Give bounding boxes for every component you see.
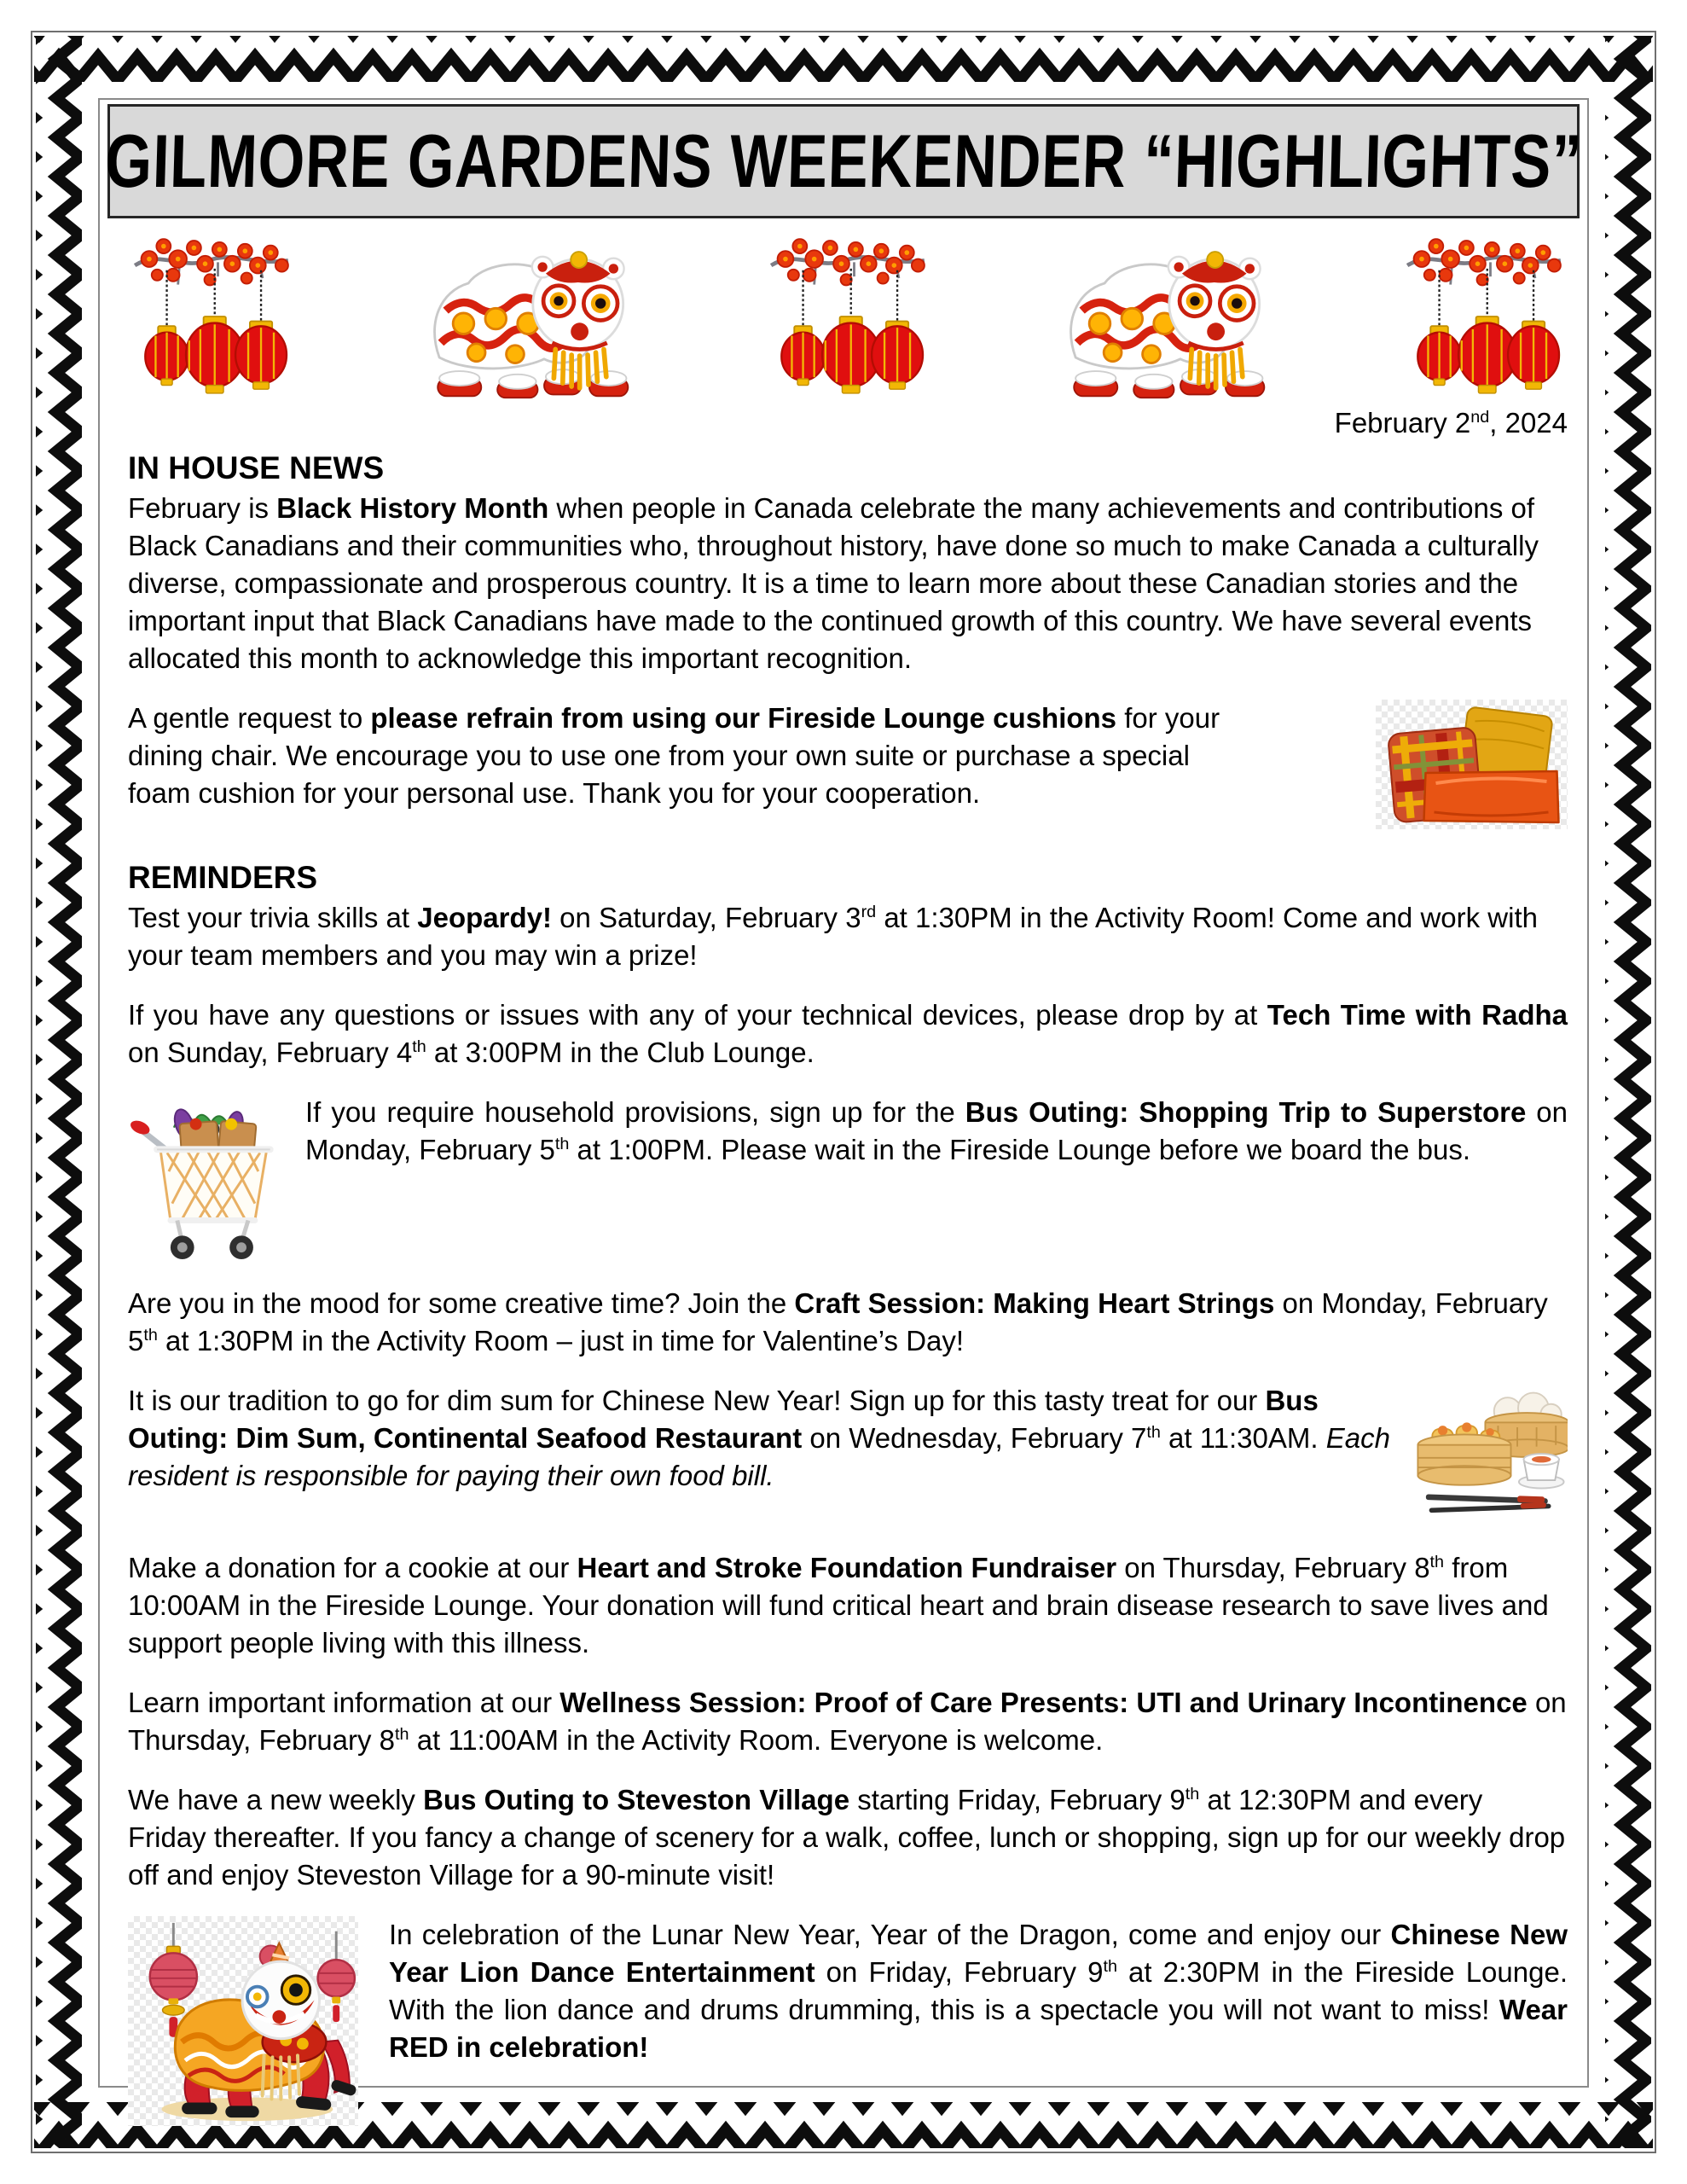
cushions-image [1376,700,1568,829]
paragraph-fireside-cushions [128,700,1568,836]
scene-lion-head [242,1943,320,2038]
steamer-dumplings [1417,1422,1510,1484]
red-lantern-medium [1508,322,1559,390]
red-lantern-small [145,326,188,385]
paragraph-dim-sum [128,1382,1568,1527]
lion-dance-block [128,1916,1568,2126]
lion-dance-scene-image [128,1916,358,2126]
orange-lumbar-pillow [1424,771,1559,822]
newsletter-content [128,224,1568,2148]
section-heading-reminders: REMINDERS [128,860,318,895]
lion-dancer-icon [418,224,641,401]
paragraph-black-history-month: February is Black History Month when people in Canada celebrate the many achievements and contributions of Black Canadians and their communities who, throughout history, have done so much to make Canada a culturally diverse, compassionate and prosperous country. It is a time to learn more about these Canadian stories and the important input that Black Canadians have made to the continued growth of this country. We have several events allocated this month to acknowledge this important recognition. [128,492,1539,674]
shopping-trip-block [128,1094,1568,1263]
lion-beard-fringe [1190,349,1242,387]
red-lantern-medium [872,322,923,390]
cart-wheels [171,1221,253,1260]
paragraph-heart-stroke: Make a donation for a cookie at our Heart and Stroke Foundation Fundraiser on Thursday, February 8th from 10:00AM in the Fireside Lounge. Your donation will fund critical heart and brain disease research to save lives and support people living with this illness. [128,1552,1549,1658]
zigzag-right [1605,36,1651,2148]
red-lantern-small [781,326,825,385]
paragraph-craft-session: Are you in the mood for some creative time? Join the Craft Session: Making Heart Strings on Monday, February 5th at 1:30PM in the Activity Room – just in time for Valentine’s Day! [128,1287,1548,1356]
lion-head [532,252,624,388]
lion-head [1168,252,1261,388]
shopping-cart-icon [128,1094,280,1263]
paragraph-jeopardy: Test your trivia skills at Jeopardy! on Saturday, February 3rd at 1:30PM in the Activity Room! Come and work with your team members and you may win a prize! [128,902,1538,971]
chopsticks [1426,1494,1551,1513]
paragraph-wellness-session: Learn important information at our Wellness Session: Proof of Care Presents: UTI and Urinary Incontinence on Thursday, February 8th at 11:00AM in the Activity Room. Everyone is welcome. [128,1687,1567,1756]
lantern-cluster-icon [764,229,931,404]
paragraph-tech-time: If you have any questions or issues with any of your technical devices, please drop by at Tech Time with Radha on Sunday, February 4th at 3:00PM in the Club Lounge. [128,999,1568,1068]
paragraph-steveston-village: We have a new weekly Bus Outing to Steveston Village starting Friday, February 9th at 12:30PM and every Friday thereafter. If you fancy a change of scenery for a walk, coffee, lunch or shopping, sign up for our weekly drop off and enjoy Steveston Village for a 90-minute visit! [128,1784,1566,1891]
newsletter-title: GILMORE GARDENS WEEKENDER “HIGHLIGHTS” [103,119,1584,203]
section-heading-in-house-news: IN HOUSE NEWS [128,450,385,485]
zigzag-left [36,36,82,2148]
red-lantern-medium [235,322,287,390]
issue-date: February 2nd, 2024 [1334,407,1568,439]
lion-feet [438,369,628,398]
lion-beard-fringe [554,349,606,387]
blossom-branch [135,239,288,285]
lion-feet [1074,369,1264,398]
paragraph-shopping-trip: If you require household provisions, sign up for the Bus Outing: Shopping Trip to Superstore on Monday, February 5th at 1:00PM. Please wait in the Fireside Lounge before we board the bus. [305,1096,1568,1165]
paragraph-dim-sum-text: It is our tradition to go for dim sum for Chinese New Year! Sign up for this tasty treat for our Bus Outing: Dim Sum, Continental Seafood Restaurant on Wednesday, February 7th at 11:30AM. Each resident is responsible for paying their own food bill. [128,1385,1390,1491]
zigzag-top [34,36,1653,82]
teacup [1519,1454,1564,1488]
blossom-branch [1407,239,1561,285]
paragraph-lion-dance: In celebration of the Lunar New Year, Year of the Dragon, come and enjoy our Chinese New Year Lion Dance Entertainment on Friday, February 9th at 2:30PM in the Fireside Lounge. With the lion dance and drums drumming, this is a spectacle you will not want to miss! Wear RED in celebration! [389,1919,1568,2063]
lantern-cluster-icon [128,229,295,404]
cart-basket [157,1149,270,1220]
dim-sum-icon [1414,1387,1568,1522]
paragraph-fireside-cushions-text: A gentle request to please refrain from using our Fireside Lounge cushions for your dining chair. We encourage you to use one from your own suite or purchase a special foam cushion for your personal use. Thank you for your cooperation. [128,702,1220,809]
title-banner [103,104,1584,218]
lion-dancer-icon [1054,224,1278,401]
lantern-cluster-icon [1400,229,1568,404]
decorative-image-row [128,224,1568,401]
blossom-branch [771,239,925,285]
red-lantern-small [1417,326,1461,385]
